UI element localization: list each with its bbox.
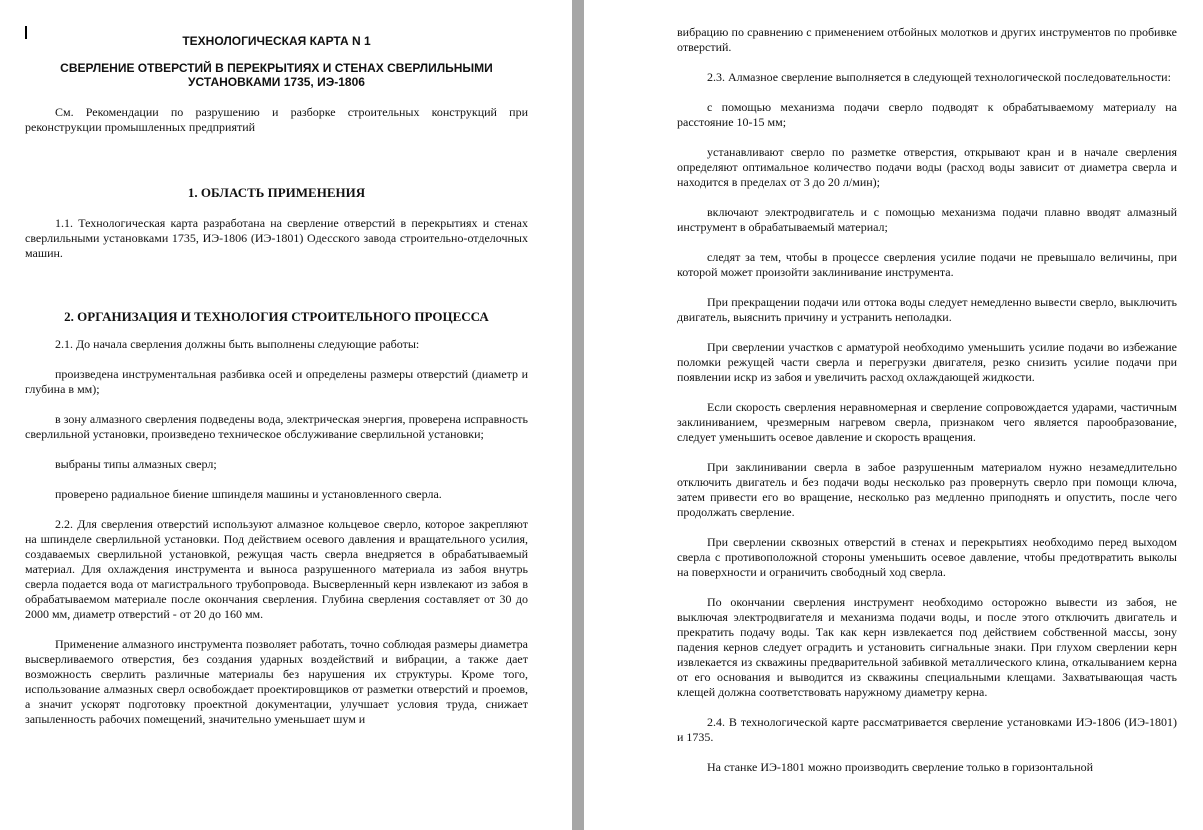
- note-paragraph: При прекращении подачи или оттока воды следует немедленно вывести сверло, выключить двигатель, выяснить причину и устранить неполадки.: [677, 295, 1177, 324]
- doc-subtitle: СВЕРЛЕНИЕ ОТВЕРСТИЙ В ПЕРЕКРЫТИЯХ И СТЕНАХ СВЕРЛИЛЬНЫМИ УСТАНОВКАМИ 1735, ИЭ-1806: [60, 61, 493, 89]
- document-page-right: [584, 0, 1203, 830]
- note-paragraph: При сверлении участков с арматурой необходимо уменьшить усилие подачи во избежание поломки режущей части сверла и перегрузки двигателя, резко снизить усилие подачи при появлении искр из забоя и увеличить расход охлаждающей жидкости.: [677, 340, 1177, 384]
- paragraph-2-2: 2.2. Для сверления отверстий используют алмазное кольцевое сверло, которое закрепляют на шпинделе сверлильной установки. Под действием осевого давления и вращательного усилия, создаваемых сверлильной установкой, режущая часть сверла внедряется в обрабатываемый материал. Для охлаждения инструмента и выноса разрушенного материала из забоя внутрь сверла подается вода от магистрального трубопровода. Высверленный керн извлекают из забоя в обрабатываемом материале после окончания сверления. Глубина сверления составляет от 30 до 2000 мм, диаметр отверстий - от 20 до 160 мм.: [25, 517, 528, 621]
- work-item: проверено радиальное биение шпинделя машины и установленного сверла.: [55, 487, 442, 501]
- step-item: следят за тем, чтобы в процессе сверления усилие подачи не превышало величины, при которой может произойти заклинивание инструмента.: [677, 250, 1177, 279]
- note-paragraph: По окончании сверления инструмент необходимо осторожно вывести из забоя, не выключая электродвигателя и механизма подачи воды, и после этого отключить двигатель и прекратить подачу воды. Так как керн извлекается под действием собственной массы, зону падения кернов следует оградить и установить сигнальные знаки. При глухом сверлении керн извлекается из скважины предварительной забивкой металлического клина, откалыванием керна от его основания и выводится из скважины специальными клещами. Захватывающая часть клещей должна соответствовать наружному диаметру керна.: [677, 595, 1177, 699]
- note-paragraph: При заклинивании сверла в забое разрушенным материалом нужно незамедлительно отключить двигатель и без подачи воды несколько раз провернуть сверло при помощи ключа, затем привести его во вращение, несколько раз медленно приподнять и опустить, после чего продолжать сверление.: [677, 460, 1177, 519]
- paragraph-2-3: 2.3. Алмазное сверление выполняется в следующей технологической последовательности:: [707, 70, 1171, 84]
- step-item: включают электродвигатель и с помощью механизма подачи плавно вводят алмазный инструмент в обрабатываемый материал;: [677, 205, 1177, 234]
- work-item: произведена инструментальная разбивка осей и определены размеры отверстий (диаметр и глубина в мм);: [25, 367, 528, 396]
- section-heading-1: 1. ОБЛАСТЬ ПРИМЕНЕНИЯ: [187, 185, 366, 200]
- note-paragraph: Если скорость сверления неравномерная и сверление сопровождается ударами, частичным заклиниванием, чрезмерным нагревом сверла, признаком чего является парообразование, следует уменьшить осевое давление и скорость вращения.: [677, 400, 1177, 444]
- work-item: выбраны типы алмазных сверл;: [55, 457, 217, 471]
- section-heading-2: 2. ОРГАНИЗАЦИЯ И ТЕХНОЛОГИЯ СТРОИТЕЛЬНОГО ПРОЦЕССА: [64, 309, 489, 324]
- doc-title: ТЕХНОЛОГИЧЕСКАЯ КАРТА N 1: [182, 34, 371, 48]
- step-item: устанавливают сверло по разметке отверстия, открывают кран и в начале сверления определяют оптимальное количество подачи воды (расход воды зависит от диаметра сверла и находится в пределах от 3 до 20 л/мин);: [677, 145, 1177, 189]
- reference-paragraph: См. Рекомендации по разрушению и разборке строительных конструкций при реконструкции промышленных предприятий: [25, 105, 528, 134]
- page-gutter: [572, 0, 584, 830]
- paragraph-1-1: 1.1. Технологическая карта разработана на сверление отверстий в перекрытиях и стенах сверлильными установками 1735, ИЭ-1806 (ИЭ-1801) Одесского завода строительно-отделочных машин.: [25, 216, 528, 260]
- step-item: с помощью механизма подачи сверло подводят к обрабатываемому материалу на расстояние 10-15 мм;: [677, 100, 1177, 129]
- paragraph-2-1: 2.1. До начала сверления должны быть выполнены следующие работы:: [55, 337, 420, 351]
- paragraph-application: Применение алмазного инструмента позволяет работать, точно соблюдая размеры диаметра высверливаемого отверстия, без создания ударных воздействий и вибрации, а также дает возможность сверлить различные материалы без нарушения их структуры. Кроме того, использование алмазных сверл освобождает проектировщиков от разметки отверстий и проемов, а значит ускорят подготовку проектной документации, улучшает условия труда, снижает запыленность рабочих помещений, значительно уменьшает шум и: [25, 637, 528, 726]
- last-paragraph: На станке ИЭ-1801 можно производить сверление только в горизонтальной: [707, 760, 1094, 774]
- work-item: в зону алмазного сверления подведены вода, электрическая энергия, проверена исправность сверлильной установки, произведено техническое обслуживание сверлильной установки;: [25, 412, 528, 441]
- note-paragraph: При сверлении сквозных отверстий в стенах и перекрытиях необходимо перед выходом сверла с противоположной стороны уменьшить осевое давление, чтобы предотвратить выколы на поверхности и ограничить свободный ход сверла.: [677, 535, 1177, 579]
- continued-paragraph: вибрацию по сравнению с применением отбойных молотков и других инструментов по пробивке отверстий.: [677, 25, 1177, 54]
- paragraph-2-4: 2.4. В технологической карте рассматривается сверление установками ИЭ-1806 (ИЭ-1801) и 1735.: [677, 715, 1177, 744]
- document-page-left: [0, 0, 572, 830]
